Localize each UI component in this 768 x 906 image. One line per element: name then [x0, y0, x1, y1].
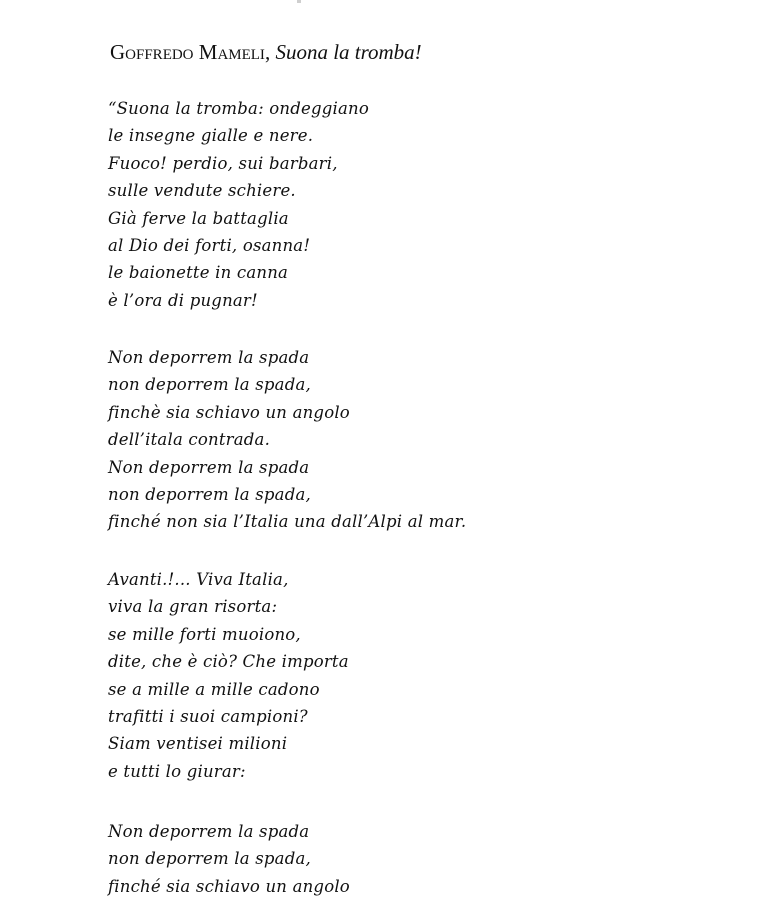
stanza-2 — [108, 344, 466, 536]
poem-line: se a mille a mille cadono — [108, 679, 320, 699]
page-title — [110, 40, 422, 65]
poem-line: se mille forti muoiono, — [108, 624, 301, 644]
page-edge-mark — [297, 0, 301, 3]
title-author: Goffredo Mameli — [110, 40, 265, 64]
poem-line: sulle vendute schiere. — [108, 181, 296, 201]
poem-line: Avanti.!... Viva Italia, — [108, 570, 289, 589]
poem-line: non deporrem la spada, — [108, 484, 311, 504]
poem-line: Siam ventisei milioni — [108, 734, 288, 754]
poem-line: finchè sia schiavo un angolo — [108, 402, 350, 422]
poem-line: dell’itala contrada. — [108, 430, 271, 450]
poem-line: viva la gran risorta: — [108, 597, 278, 617]
poem-line: non deporrem la spada, — [108, 375, 311, 395]
poem-line: trafitti i suoi campioni? — [108, 706, 308, 726]
poem-line: Già ferve la battaglia — [108, 208, 289, 228]
stanza-1 — [108, 95, 369, 314]
title-work: Suona la tromba! — [275, 40, 422, 64]
poem-line: al Dio dei forti, osanna! — [108, 235, 311, 255]
poem-line: Non deporrem la spada — [108, 348, 310, 367]
poem-line: finché non sia l’Italia una dall’Alpi al mar. — [108, 512, 467, 532]
title-separator: , — [264, 40, 276, 64]
poem-line: Non deporrem la spada — [108, 457, 310, 477]
stanza-4 — [108, 818, 350, 900]
poem-line: le insegne gialle e nere. — [108, 126, 314, 146]
poem-line: “Suona la tromba: ondeggiano — [108, 99, 369, 118]
poem-line: dite, che è ciò? Che importa — [108, 652, 349, 672]
poem-line: non deporrem la spada, — [108, 849, 311, 869]
poem-line: è l’ora di pugnar! — [108, 290, 258, 310]
poem-line: le baionette in canna — [108, 263, 289, 283]
poem-line: finché sia schiavo un angolo — [108, 876, 350, 896]
poem-line: Fuoco! perdio, sui barbari, — [108, 153, 338, 173]
poem-line: e tutti lo giurar: — [108, 761, 246, 781]
stanza-3 — [108, 566, 349, 785]
poem-line: Non deporrem la spada — [108, 822, 310, 841]
